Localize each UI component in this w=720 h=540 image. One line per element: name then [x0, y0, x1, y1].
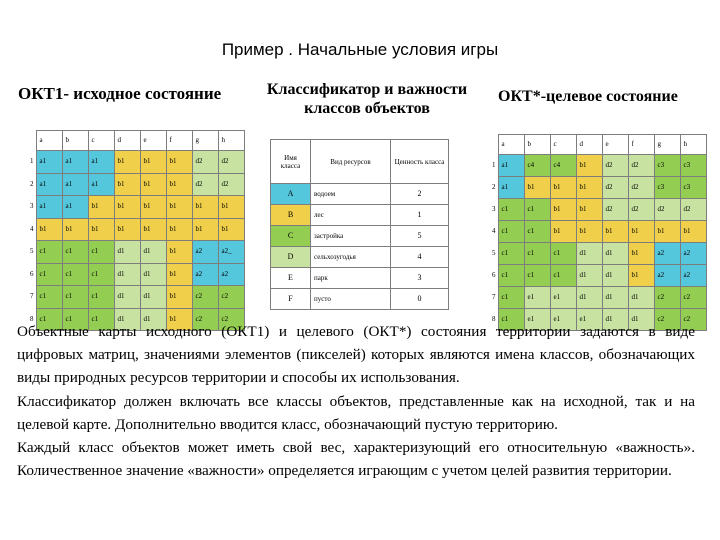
- grid-cell: c1: [36, 241, 62, 264]
- grid-cell: c1: [62, 241, 88, 264]
- grid-cell: d1: [576, 243, 602, 265]
- grid-cell: d2: [192, 151, 218, 174]
- column-header: h: [218, 131, 244, 151]
- grid-cell: e1: [524, 309, 550, 331]
- grid-cell: b1: [192, 196, 218, 219]
- grid-cell: b1: [654, 221, 680, 243]
- grid-cell: b1: [602, 221, 628, 243]
- grid-cell: a1: [498, 177, 524, 199]
- grid-row: [24, 196, 244, 219]
- class-resource: застройка: [311, 226, 391, 247]
- class-weight: 0: [391, 289, 449, 310]
- grid-cell: c2: [192, 308, 218, 331]
- grid-cell: b1: [166, 241, 192, 264]
- grid-cell: b1: [166, 151, 192, 174]
- class-code: F: [271, 289, 311, 310]
- paragraph: Классификатор должен включать все классы объектов, представленные как на исходной, так и на целевой карте. Дополнительно вводится класс, обозначающий пустую территорию.: [17, 392, 695, 433]
- grid-row: [478, 287, 706, 309]
- column-header: d: [576, 135, 602, 155]
- grid-cell: d2: [192, 173, 218, 196]
- grid-header-row: [478, 135, 706, 155]
- column-header: e: [140, 131, 166, 151]
- grid-cell: e1: [550, 287, 576, 309]
- grid-cell: c1: [62, 263, 88, 286]
- grid-row: [24, 263, 244, 286]
- grid-cell: e1: [524, 287, 550, 309]
- class-code: D: [271, 247, 311, 268]
- grid-cell: c1: [524, 199, 550, 221]
- row-number: 5: [478, 243, 498, 265]
- grid-cell: c1: [62, 286, 88, 309]
- grid-cell: a2_: [218, 241, 244, 264]
- grid-cell: c3: [680, 155, 706, 177]
- grid-cell: b1: [140, 173, 166, 196]
- column-header: d: [114, 131, 140, 151]
- grid-cell: d1: [140, 241, 166, 264]
- grid-cell: c1: [550, 243, 576, 265]
- classifier-row: [271, 289, 449, 310]
- grid-row: [478, 199, 706, 221]
- grid-header-row: [24, 131, 244, 151]
- grid-cell: b1: [114, 196, 140, 219]
- grid-cell: c1: [88, 241, 114, 264]
- grid-cell: c1: [88, 286, 114, 309]
- grid-cell: d1: [576, 287, 602, 309]
- grid-cell: b1: [550, 199, 576, 221]
- target-state-grid: [478, 134, 707, 331]
- column-header: e: [602, 135, 628, 155]
- column-header: c: [550, 135, 576, 155]
- grid-cell: a2: [680, 265, 706, 287]
- class-weight: 3: [391, 268, 449, 289]
- grid-cell: b1: [140, 196, 166, 219]
- class-resource: пусто: [311, 289, 391, 310]
- grid-row: [24, 286, 244, 309]
- grid-cell: c3: [654, 155, 680, 177]
- row-number: 2: [24, 173, 36, 196]
- column-header: g: [192, 131, 218, 151]
- grid-row: [24, 151, 244, 174]
- grid-cell: b1: [576, 199, 602, 221]
- grid-cell: d2: [602, 155, 628, 177]
- grid-cell: a1: [62, 173, 88, 196]
- grid-cell: c1: [36, 263, 62, 286]
- grid-row: [478, 243, 706, 265]
- class-name-header: Имя класса: [271, 140, 311, 184]
- grid-cell: a1: [36, 196, 62, 219]
- row-number: 2: [478, 177, 498, 199]
- grid-cell: b1: [576, 155, 602, 177]
- grid-row: [478, 177, 706, 199]
- column-header: g: [654, 135, 680, 155]
- grid-row: [478, 155, 706, 177]
- grid-cell: b1: [680, 221, 706, 243]
- classifier-row: [271, 247, 449, 268]
- grid-cell: d1: [628, 287, 654, 309]
- grid-cell: b1: [218, 218, 244, 241]
- grid-cell: b1: [166, 308, 192, 331]
- grid-cell: c1: [524, 221, 550, 243]
- slide-title: Пример . Начальные условия игры: [221, 40, 499, 59]
- row-number: 8: [478, 309, 498, 331]
- grid-cell: c1: [36, 308, 62, 331]
- class-resource: сельхозугодья: [311, 247, 391, 268]
- grid-cell: b1: [628, 243, 654, 265]
- grid-cell: c2: [680, 309, 706, 331]
- grid-cell: c1: [88, 308, 114, 331]
- grid-cell: b1: [576, 177, 602, 199]
- paragraph: Каждый класс объектов может иметь свой вес, характеризующий его относительную «важность». Количественное значение «важности» определяется играющим с учетом целей развития территории.: [17, 439, 695, 480]
- grid-cell: b1: [166, 286, 192, 309]
- grid-cell: c4: [550, 155, 576, 177]
- grid-cell: c1: [498, 221, 524, 243]
- grid-cell: d1: [602, 309, 628, 331]
- grid-row: [24, 241, 244, 264]
- grid-cell: a2: [654, 243, 680, 265]
- grid-cell: b1: [166, 263, 192, 286]
- grid-cell: a1: [62, 151, 88, 174]
- grid-cell: a2: [680, 243, 706, 265]
- grid-cell: c1: [498, 287, 524, 309]
- grid-cell: b1: [114, 151, 140, 174]
- grid-cell: b1: [628, 221, 654, 243]
- grid-cell: e1: [550, 309, 576, 331]
- grid-cell: d2: [602, 199, 628, 221]
- row-number: 4: [478, 221, 498, 243]
- grid-cell: d2: [680, 199, 706, 221]
- row-number: 7: [478, 287, 498, 309]
- classifier-row: [271, 268, 449, 289]
- grid-cell: d2: [628, 155, 654, 177]
- grid-cell: b1: [218, 196, 244, 219]
- grid-cell: b1: [140, 151, 166, 174]
- grid-row: [24, 218, 244, 241]
- grid-cell: d1: [628, 309, 654, 331]
- column-header: c: [88, 131, 114, 151]
- grid-cell: b1: [36, 218, 62, 241]
- column-header: b: [524, 135, 550, 155]
- column-header: a: [498, 135, 524, 155]
- grid-cell: c1: [498, 265, 524, 287]
- grid-cell: c1: [498, 243, 524, 265]
- grid-row: [478, 265, 706, 287]
- grid-cell: c2: [654, 287, 680, 309]
- initial-state-heading: ОКТ1- исходное состояние: [18, 84, 222, 103]
- grid-cell: d2: [628, 177, 654, 199]
- classifier-row: [271, 226, 449, 247]
- target-state-heading: ОКТ*-целевое состояние: [498, 88, 678, 105]
- row-number: 6: [24, 263, 36, 286]
- classifier-row: [271, 205, 449, 226]
- row-number: 3: [24, 196, 36, 219]
- row-number: 6: [478, 265, 498, 287]
- grid-cell: d1: [140, 286, 166, 309]
- row-number: 1: [24, 151, 36, 174]
- grid-cell: b1: [550, 221, 576, 243]
- grid-corner: [24, 131, 36, 151]
- grid-cell: c2: [654, 309, 680, 331]
- class-value-header: Ценность класса: [391, 140, 449, 184]
- grid-cell: c4: [524, 155, 550, 177]
- grid-cell: a1: [88, 151, 114, 174]
- initial-state-grid: [24, 130, 245, 331]
- grid-cell: b1: [88, 218, 114, 241]
- grid-cell: b1: [114, 218, 140, 241]
- grid-row: [478, 221, 706, 243]
- column-header: f: [628, 135, 654, 155]
- grid-cell: c1: [498, 309, 524, 331]
- class-code: A: [271, 184, 311, 205]
- grid-cell: c1: [524, 265, 550, 287]
- classifier-row: [271, 184, 449, 205]
- class-resource: водоем: [311, 184, 391, 205]
- column-header: h: [680, 135, 706, 155]
- class-resource: лес: [311, 205, 391, 226]
- grid-corner: [478, 135, 498, 155]
- grid-cell: a1: [62, 196, 88, 219]
- row-number: 8: [24, 308, 36, 331]
- grid-cell: a2: [192, 241, 218, 264]
- grid-cell: c1: [550, 265, 576, 287]
- grid-cell: b1: [628, 265, 654, 287]
- classifier-heading: Классификатор и важности классов объектов: [266, 81, 468, 117]
- description-text: [17, 320, 695, 482]
- row-number: 5: [24, 241, 36, 264]
- class-code: E: [271, 268, 311, 289]
- grid-cell: d1: [602, 265, 628, 287]
- grid-cell: d1: [140, 308, 166, 331]
- grid-cell: d2: [602, 177, 628, 199]
- grid-cell: d1: [114, 286, 140, 309]
- class-resource: парк: [311, 268, 391, 289]
- class-weight: 1: [391, 205, 449, 226]
- grid-cell: b1: [88, 196, 114, 219]
- grid-row: [24, 173, 244, 196]
- grid-cell: d2: [218, 173, 244, 196]
- grid-cell: a2: [192, 263, 218, 286]
- row-number: 7: [24, 286, 36, 309]
- grid-cell: c2: [218, 286, 244, 309]
- column-header: f: [166, 131, 192, 151]
- grid-cell: d2: [654, 199, 680, 221]
- class-code: B: [271, 205, 311, 226]
- grid-cell: c1: [62, 308, 88, 331]
- grid-cell: c3: [680, 177, 706, 199]
- class-weight: 4: [391, 247, 449, 268]
- grid-cell: d1: [114, 241, 140, 264]
- grid-cell: d1: [140, 263, 166, 286]
- class-weight: 2: [391, 184, 449, 205]
- grid-cell: d1: [576, 265, 602, 287]
- grid-cell: b1: [166, 173, 192, 196]
- grid-cell: b1: [114, 173, 140, 196]
- grid-cell: c2: [192, 286, 218, 309]
- grid-cell: c1: [88, 263, 114, 286]
- grid-cell: a1: [88, 173, 114, 196]
- row-number: 1: [478, 155, 498, 177]
- column-header: a: [36, 131, 62, 151]
- column-header: b: [62, 131, 88, 151]
- row-number: 4: [24, 218, 36, 241]
- grid-cell: d1: [114, 263, 140, 286]
- grid-cell: b1: [576, 221, 602, 243]
- grid-cell: d1: [114, 308, 140, 331]
- grid-cell: b1: [550, 177, 576, 199]
- grid-cell: b1: [166, 196, 192, 219]
- grid-cell: a1: [36, 173, 62, 196]
- grid-cell: c2: [218, 308, 244, 331]
- grid-cell: d1: [602, 243, 628, 265]
- grid-cell: b1: [140, 218, 166, 241]
- class-weight: 5: [391, 226, 449, 247]
- grid-cell: b1: [192, 218, 218, 241]
- grid-cell: d2: [218, 151, 244, 174]
- grid-cell: e1: [576, 309, 602, 331]
- classifier-table: [270, 139, 449, 310]
- grid-cell: a1: [498, 155, 524, 177]
- grid-cell: b1: [166, 218, 192, 241]
- grid-cell: c2: [680, 287, 706, 309]
- grid-cell: d1: [602, 287, 628, 309]
- grid-cell: c3: [654, 177, 680, 199]
- grid-cell: b1: [62, 218, 88, 241]
- grid-cell: d2: [628, 199, 654, 221]
- grid-cell: c1: [524, 243, 550, 265]
- resource-type-header: Вид ресурсов: [311, 140, 391, 184]
- paragraph: Объектные карты исходного (ОКТ1) и целевого (ОКТ*) состояния территории задаются в виде цифровых матриц, значениями элементов (пикселей) которых являются имена классов, обозначающих виды природных ресурсов территории и способы их использования.: [17, 323, 695, 387]
- grid-cell: c1: [498, 199, 524, 221]
- classifier-header-row: [271, 140, 449, 184]
- grid-cell: b1: [524, 177, 550, 199]
- grid-cell: a1: [36, 151, 62, 174]
- grid-cell: c1: [36, 286, 62, 309]
- class-code: C: [271, 226, 311, 247]
- grid-cell: a2: [654, 265, 680, 287]
- row-number: 3: [478, 199, 498, 221]
- grid-cell: a2: [218, 263, 244, 286]
